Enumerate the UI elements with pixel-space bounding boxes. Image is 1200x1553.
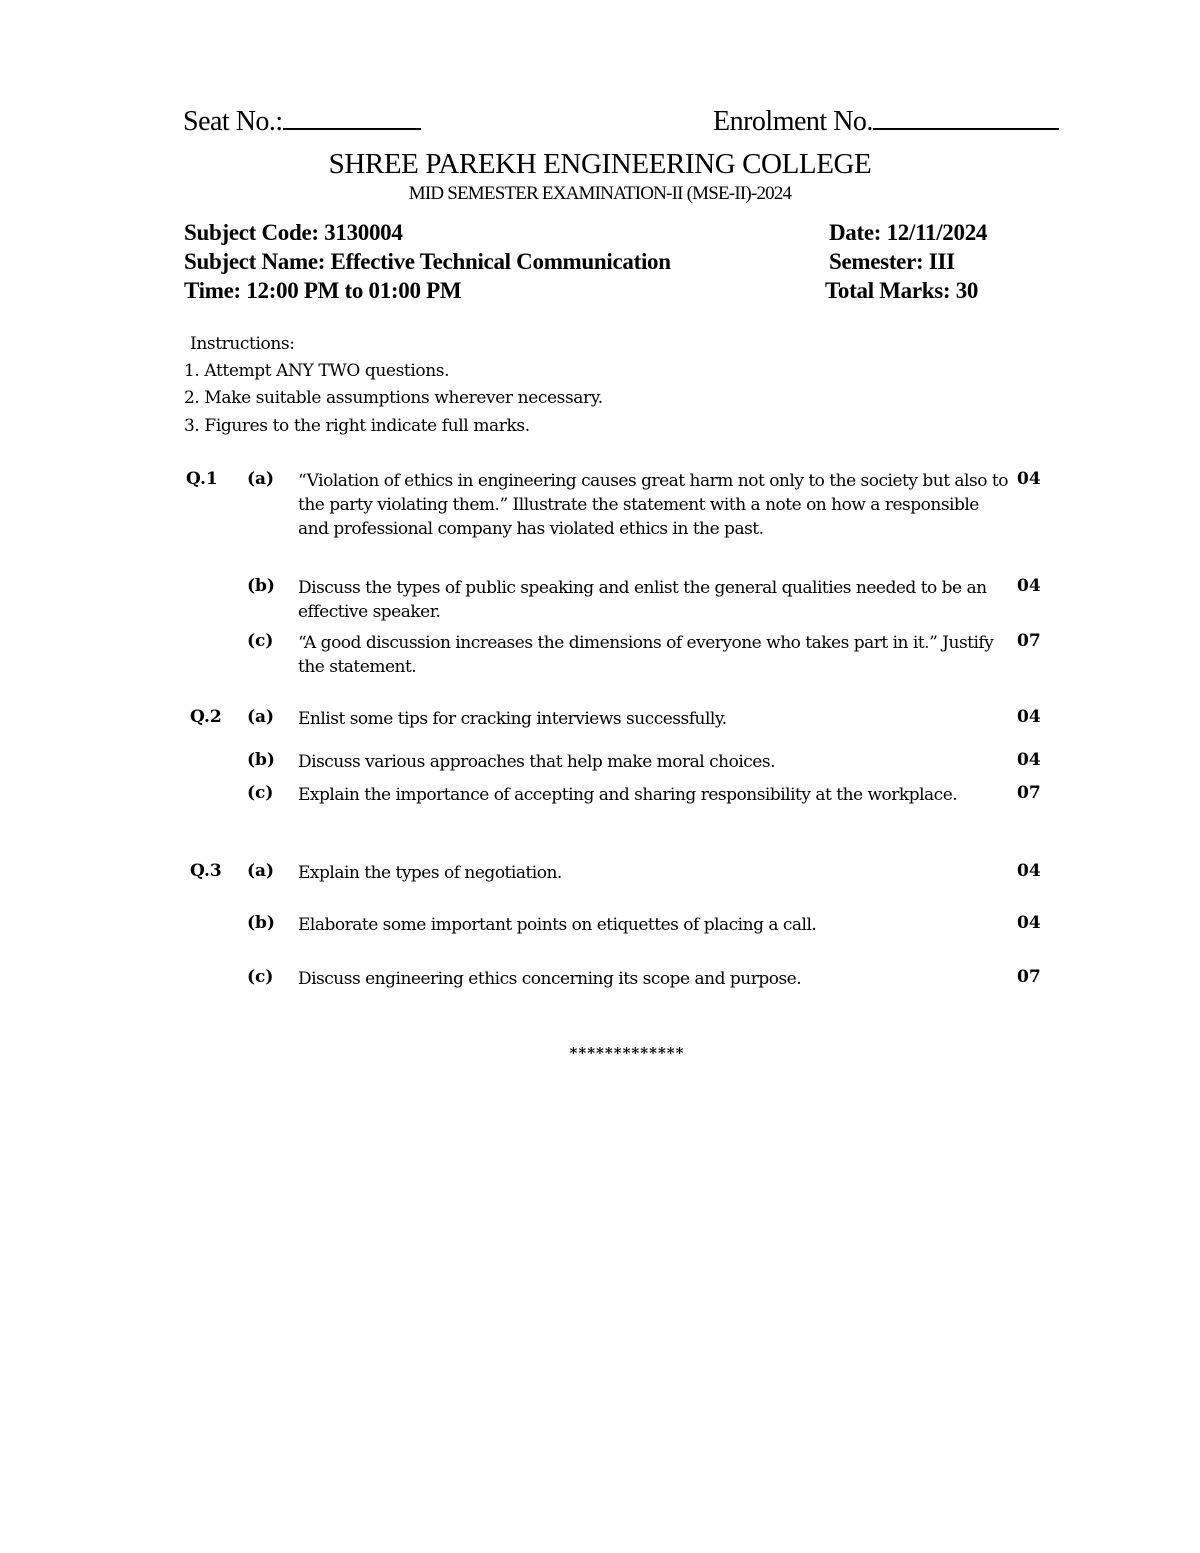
instructions-title: Instructions:: [190, 334, 295, 354]
question-marks: 04: [1017, 707, 1041, 727]
question-text: Discuss various approaches that help make moral choices.: [298, 752, 775, 772]
question-marks: 04: [1017, 750, 1041, 770]
question-text: Explain the types of negotiation.: [298, 863, 562, 883]
subject-code: Subject Code: 3130004: [184, 220, 403, 245]
question-marks: 04: [1017, 576, 1041, 596]
question-marks: 04: [1017, 861, 1041, 881]
seat-number-label: Seat No.:: [183, 106, 283, 137]
question-text: “A good discussion increases the dimensions of everyone who takes part in it.” Justify the statement.: [298, 633, 994, 677]
exam-title: MID SEMESTER EXAMINATION-II (MSE-II)-2024: [408, 183, 792, 204]
question-part-label: (a): [247, 469, 275, 489]
question-text: Explain the importance of accepting and sharing responsibility at the workplace.: [298, 785, 958, 805]
question-text: Discuss engineering ethics concerning its scope and purpose.: [298, 969, 802, 989]
question-part-label: (a): [247, 861, 275, 881]
question-part-label: (c): [247, 783, 274, 803]
exam-time: Time: 12:00 PM to 01:00 PM: [184, 278, 462, 303]
question-text: “Violation of ethics in engineering causes great harm not only to the society but also to the party violating them.” Illustrate the statement with a note on how a responsible and professional company has violated ethics in the past.: [298, 471, 1008, 539]
question-part-label: (a): [247, 707, 275, 727]
question-number: Q.1: [186, 469, 218, 489]
question-part-label: (b): [247, 576, 275, 596]
question-text: Elaborate some important points on etiquettes of placing a call.: [298, 915, 817, 935]
seat-number-field: [183, 104, 421, 138]
question-marks: 07: [1017, 631, 1041, 651]
question-marks: 07: [1017, 783, 1041, 803]
question-part-label: (b): [247, 913, 275, 933]
exam-date: Date: 12/11/2024: [829, 220, 988, 245]
question-marks: 04: [1017, 913, 1041, 933]
semester: Semester: III: [829, 249, 955, 274]
instruction-item: 1. Attempt ANY TWO questions.: [184, 361, 450, 381]
seat-number-blank: [283, 104, 421, 130]
instruction-item: 3. Figures to the right indicate full marks.: [184, 416, 530, 436]
question-marks: 07: [1017, 967, 1041, 987]
total-marks: Total Marks: 30: [825, 278, 979, 303]
question-marks: 04: [1017, 469, 1041, 489]
question-part-label: (c): [247, 631, 274, 651]
end-of-paper-stars: *************: [569, 1044, 685, 1062]
question-text: Discuss the types of public speaking and enlist the general qualities needed to be an effective speaker.: [298, 578, 987, 622]
question-text: Enlist some tips for cracking interviews successfully.: [298, 709, 727, 729]
instruction-item: 2. Make suitable assumptions wherever necessary.: [184, 388, 603, 408]
question-number: Q.2: [190, 707, 222, 727]
question-number: Q.3: [190, 861, 222, 881]
enrolment-number-label: Enrolment No.: [713, 106, 873, 137]
enrolment-number-field: [713, 104, 1059, 138]
enrolment-number-blank: [873, 104, 1059, 130]
college-name: SHREE PAREKH ENGINEERING COLLEGE: [328, 148, 872, 180]
question-part-label: (b): [247, 750, 275, 770]
subject-name: Subject Name: Effective Technical Communication: [184, 249, 671, 274]
question-part-label: (c): [247, 967, 274, 987]
